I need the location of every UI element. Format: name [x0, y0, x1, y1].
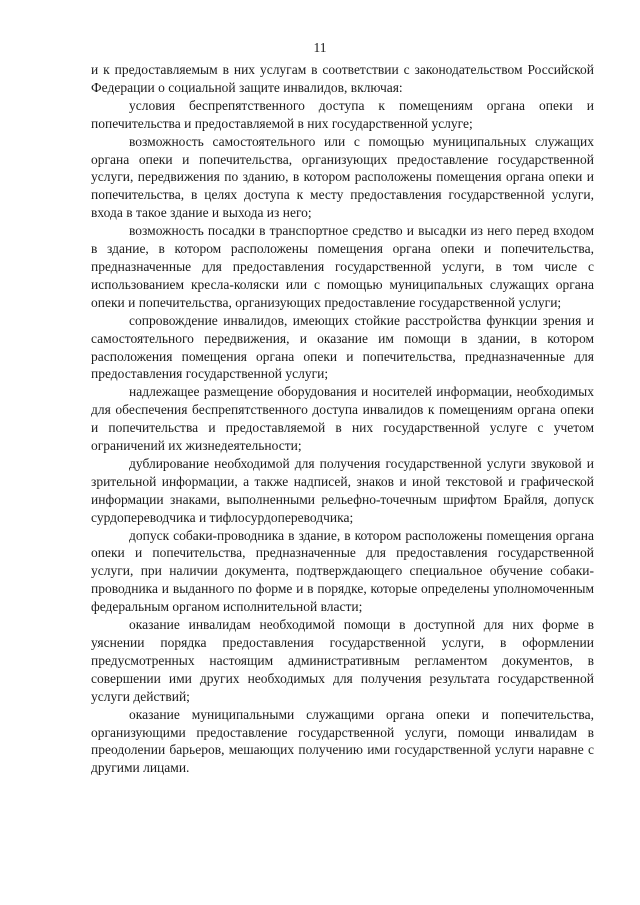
paragraph: сопровождение инвалидов, имеющих стойкие расстройства функции зрения и самостоятельного передвижения, и оказание им помощи в здании, в котором расположения помещения органа опеки и попечительства, предназначенные для предоставления государственной услуги; — [91, 312, 594, 382]
paragraph: дублирование необходимой для получения государственной услуги звуковой и зрительной информации, а также надписей, знаков и иной текстовой и графической информации знаками, выполненными рельефно-точечным шрифтом Брайля, допуск сурдопереводчика и тифлосурдопереводчика; — [91, 455, 594, 525]
paragraph: возможность посадки в транспортное средство и высадки из него перед входом в здание, в котором расположены помещения органа опеки и попечительства, предназначенные для предоставления государственной услуги, в том числе с использованием кресла-коляски или с помощью муниципальных служащих органа опеки и попечительства, организующих предоставление государственной услуги; — [91, 223, 594, 310]
paragraph: допуск собаки-проводника в здание, в котором расположены помещения органа опеки и попечительства, предназначенные для предоставления государственной услуги, при наличии документа, подтверждающего специальное обучение собаки-проводника и выданного по форме и в порядке, которые определены уполномоченным федеральным органом исполнительной власти; — [91, 527, 594, 615]
paragraph: надлежащее размещение оборудования и носителей информации, необходимых для обеспечения беспрепятственного доступа инвалидов к помещениям органа опеки и попечительства и предоставляемой в них государственной услуге с учетом ограничений их жизнедеятельности; — [91, 384, 594, 454]
paragraph: условия беспрепятственного доступа к помещениям органа опеки и попечительства и предоставляемой в них государственной услуге; — [91, 97, 594, 131]
page-number: 11 — [313, 40, 327, 55]
document-body — [91, 61, 594, 777]
paragraph: оказание муниципальными служащими органа опеки и попечительства, организующими предоставление государственной услуги, помощи инвалидам в преодолении барьеров, мешающих получению ими государственной услуги наравне с другими лицами. — [91, 706, 594, 776]
paragraph: и к предоставляемым в них услугам в соответствии с законодательством Российской Федерации о социальной защите инвалидов, включая: — [91, 62, 594, 95]
paragraph: возможность самостоятельного или с помощью муниципальных служащих органа опеки и попечительства, организующих предоставление государственной услуги, передвижения по зданию, в котором расположены помещения органа опеки и попечительства, в целях доступа к месту предоставления государственной услуги, входа в такое здание и выхода из него; — [91, 133, 594, 221]
paragraph: оказание инвалидам необходимой помощи в доступной для них форме в уяснении порядка предоставления государственной услуги, в оформлении предусмотренных настоящим административным регламентом документов, в совершении ими других необходимых для получения результата государственной услуги действий; — [91, 617, 594, 704]
